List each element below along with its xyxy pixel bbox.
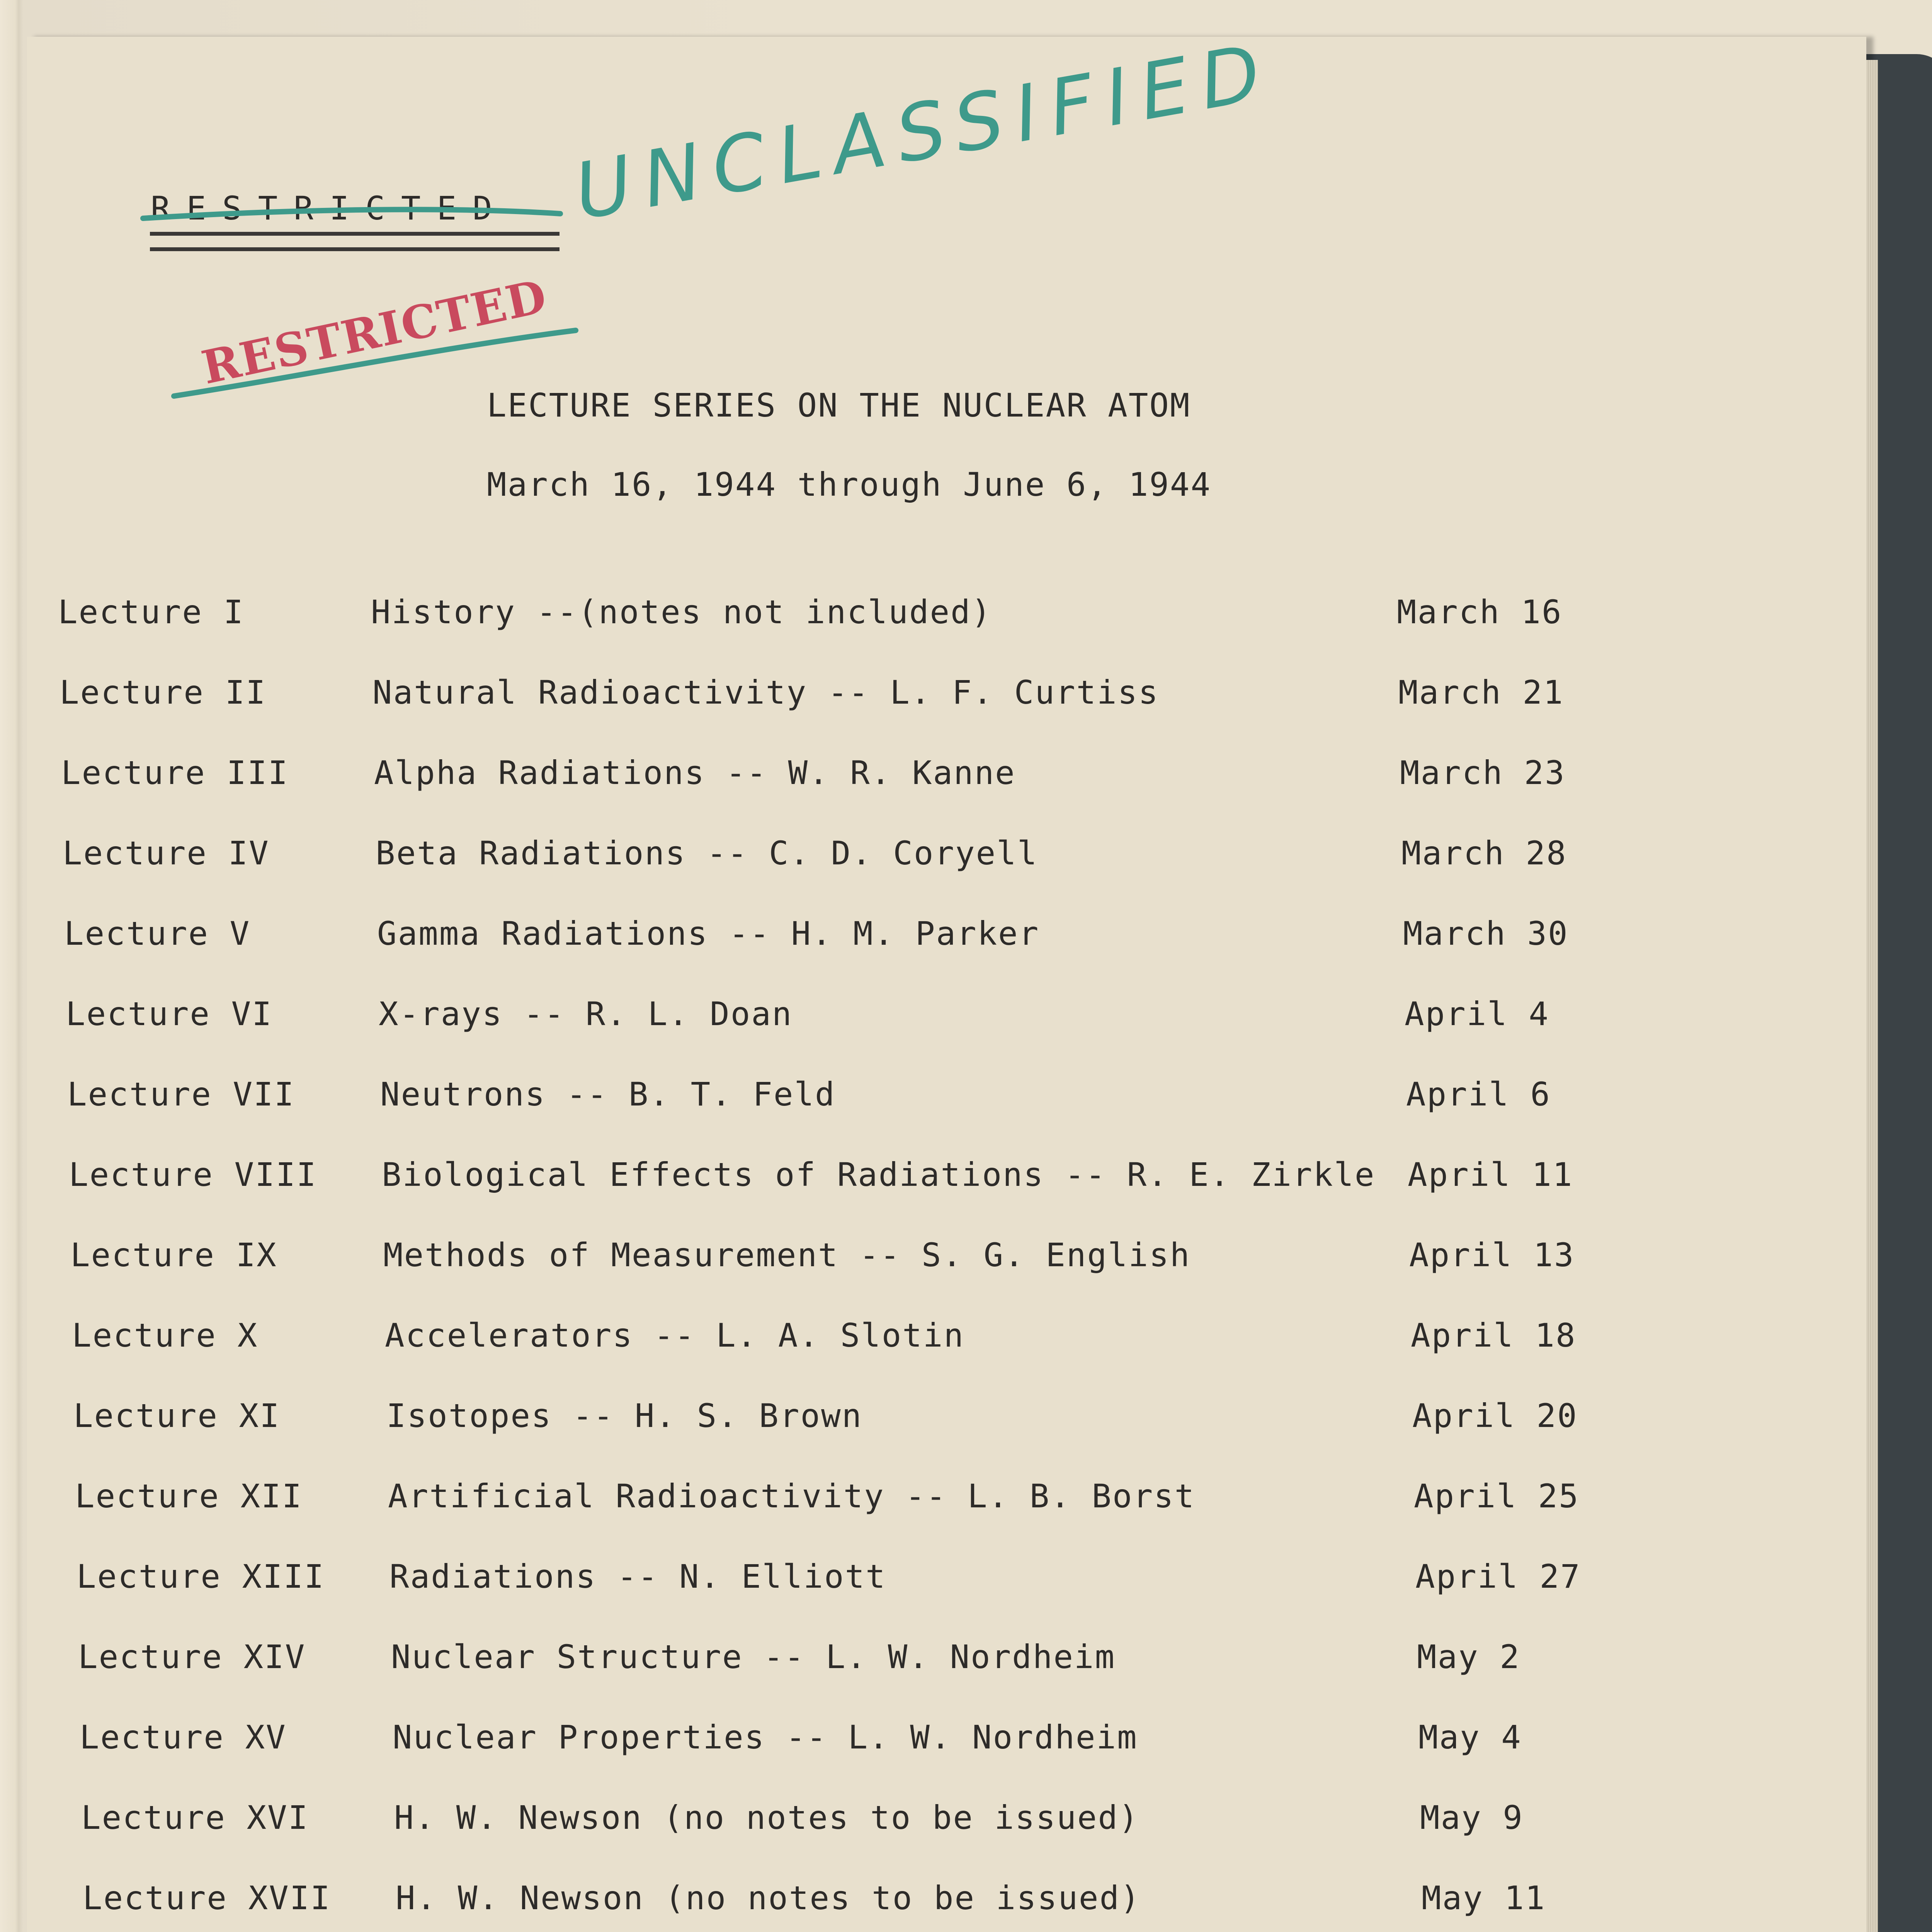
lecture-number: Lecture V (64, 915, 251, 952)
lecture-number: Lecture XII (75, 1477, 303, 1515)
lecture-number: Lecture IV (63, 834, 270, 872)
page-edges (1866, 60, 1878, 1932)
lecture-date: May 4 (1418, 1718, 1522, 1756)
lecture-topic: Natural Radioactivity -- L. F. Curtiss (372, 673, 1159, 711)
lecture-date: May 2 (1417, 1638, 1520, 1676)
lecture-topic: H. W. Newson (no notes to be issued) (394, 1799, 1139, 1837)
lecture-number: Lecture X (72, 1316, 259, 1354)
lecture-number: Lecture XV (80, 1718, 287, 1756)
lecture-topic: X-rays -- R. L. Doan (379, 995, 793, 1033)
lecture-topic: Artificial Radioactivity -- L. B. Borst (388, 1477, 1196, 1515)
lecture-date: March 30 (1403, 915, 1569, 952)
header-unclassified-handwritten: UNCLASSIFIED (568, 26, 1279, 238)
lecture-topic: Alpha Radiations -- W. R. Kanne (374, 754, 1016, 792)
lecture-number: Lecture III (61, 754, 289, 792)
lecture-number: Lecture VIII (69, 1156, 317, 1194)
lecture-date: March 28 (1401, 834, 1567, 872)
document-page (27, 26, 1866, 1932)
lecture-topic: Radiations -- N. Elliott (389, 1558, 886, 1595)
lecture-number: Lecture I (58, 593, 245, 631)
lecture-topic: Gamma Radiations -- H. M. Parker (377, 915, 1040, 952)
lecture-topic: Isotopes -- H. S. Brown (386, 1397, 863, 1435)
lecture-topic: Nuclear Structure -- L. W. Nordheim (391, 1638, 1116, 1676)
lecture-date: May 9 (1420, 1799, 1524, 1837)
lecture-date: March 21 (1398, 673, 1564, 711)
marker-strikes (27, 37, 1866, 1932)
lecture-date: April 18 (1411, 1316, 1577, 1354)
lecture-number: Lecture XVI (81, 1799, 309, 1837)
lecture-topic: Accelerators -- L. A. Slotin (385, 1316, 965, 1354)
lecture-date: April 25 (1414, 1477, 1580, 1515)
lecture-number: Lecture VII (67, 1075, 295, 1113)
lecture-date: March 16 (1397, 593, 1563, 631)
lecture-date: April 13 (1409, 1236, 1575, 1274)
lecture-number: Lecture VI (66, 995, 273, 1033)
lecture-date: May 11 (1422, 1879, 1546, 1917)
lecture-topic: Beta Radiations -- C. D. Coryell (376, 834, 1038, 872)
header-restricted-typed: RESTRICTED (151, 189, 509, 227)
lecture-number: Lecture XIII (77, 1558, 325, 1595)
lecture-number: Lecture II (60, 673, 267, 711)
lecture-date: April 4 (1405, 995, 1550, 1033)
lecture-number: Lecture XVII (83, 1879, 331, 1917)
lecture-date: April 20 (1412, 1397, 1578, 1435)
lecture-topic: History --(notes not included) (371, 593, 992, 631)
lecture-topic: Neutrons -- B. T. Feld (380, 1075, 836, 1113)
lecture-date: April 11 (1408, 1156, 1573, 1194)
lecture-number: Lecture IX (70, 1236, 277, 1274)
lecture-topic: Nuclear Properties -- L. W. Nordheim (393, 1718, 1138, 1756)
lecture-date: April 27 (1415, 1558, 1581, 1595)
lecture-number: Lecture XI (73, 1397, 281, 1435)
lecture-date: March 23 (1400, 754, 1566, 792)
document-title: LECTURE SERIES ON THE NUCLEAR ATOM (487, 386, 1191, 424)
document-dates: March 16, 1944 through June 6, 1944 (487, 466, 1212, 503)
lecture-number: Lecture XIV (78, 1638, 306, 1676)
lecture-topic: Biological Effects of Radiations -- R. E. Zirkle (382, 1156, 1376, 1194)
lecture-date: April 6 (1406, 1075, 1551, 1113)
header-restricted-stamp: RESTRICTED (197, 269, 552, 395)
lecture-topic: H. W. Newson (no notes to be issued) (396, 1879, 1141, 1917)
lecture-topic: Methods of Measurement -- S. G. English (383, 1236, 1191, 1274)
